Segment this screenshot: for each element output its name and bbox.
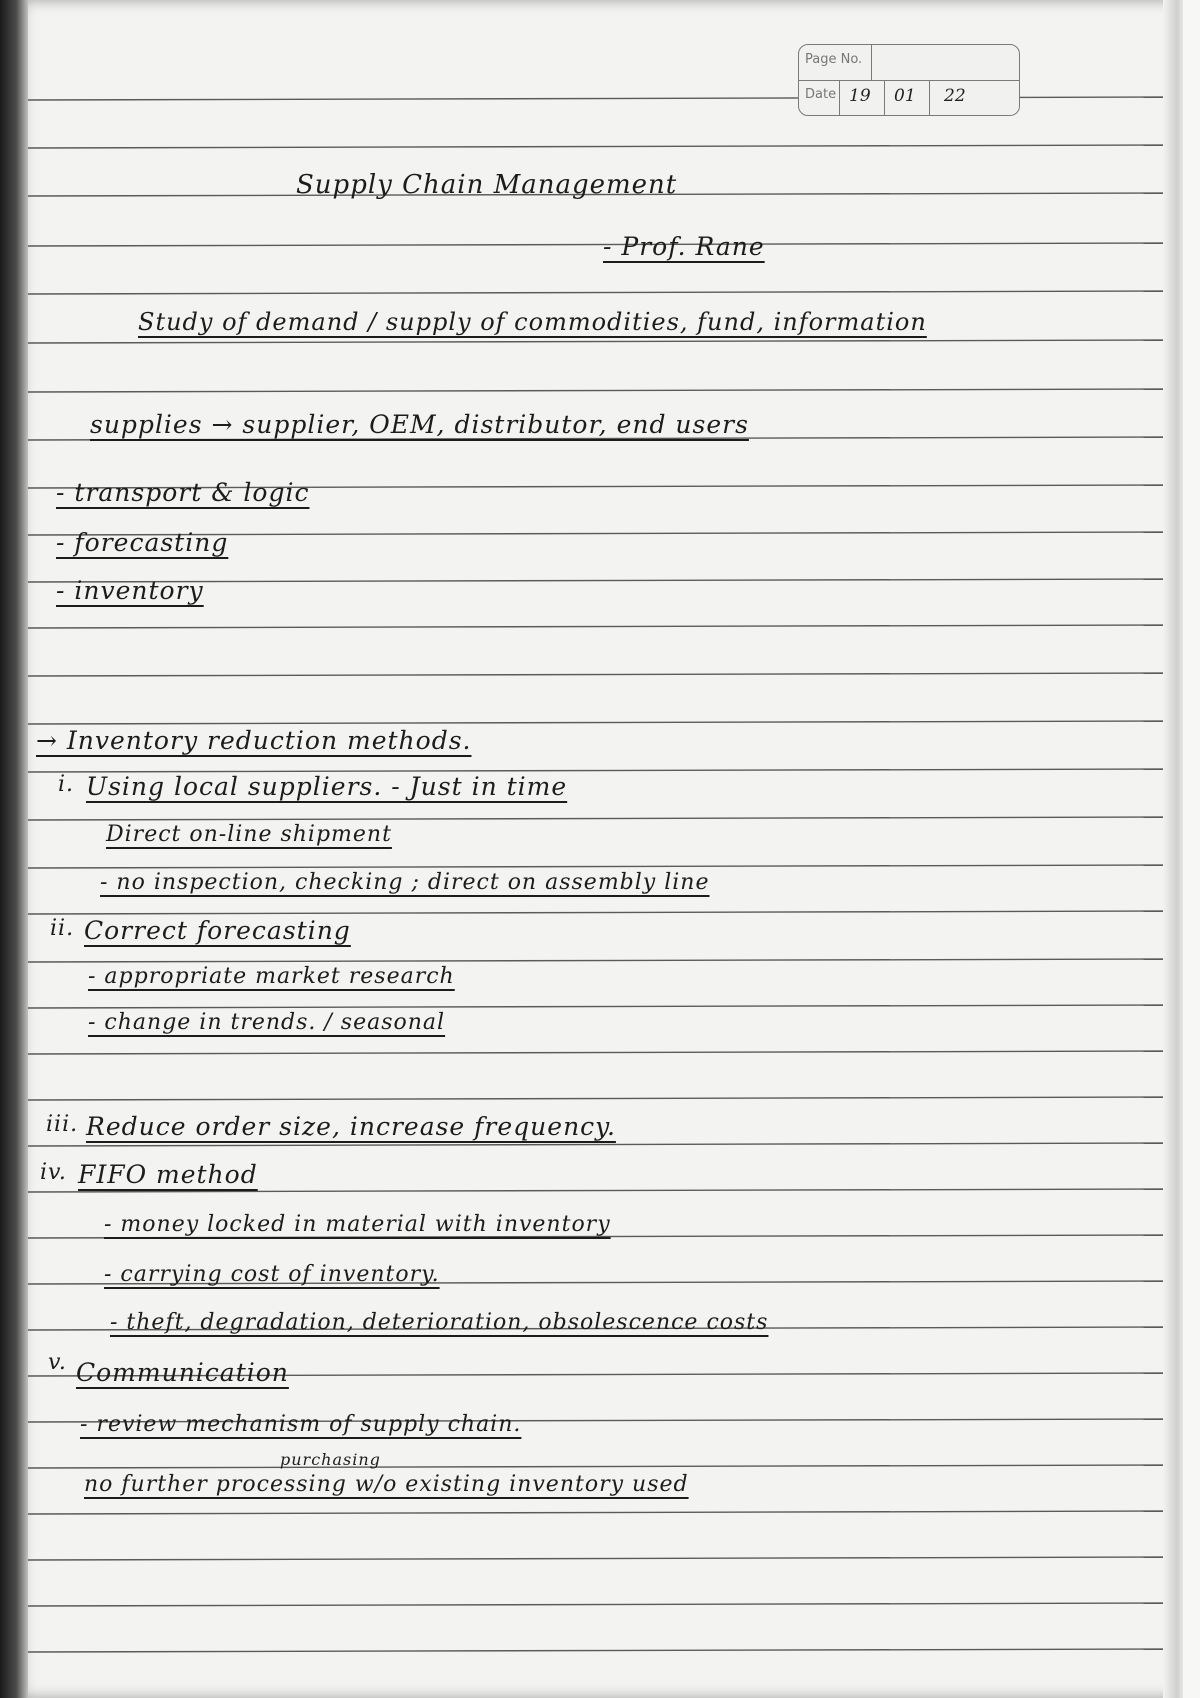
method-4-title: FIFO method bbox=[78, 1160, 258, 1189]
method-4-point-b: - carrying cost of inventory. bbox=[104, 1262, 440, 1287]
date-label: Date bbox=[805, 87, 837, 102]
method-5-point-a: - review mechanism of supply chain. bbox=[80, 1412, 522, 1437]
methods-heading: → Inventory reduction methods. bbox=[36, 726, 472, 755]
page-date-box bbox=[798, 44, 1020, 116]
author: - Prof. Rane bbox=[603, 232, 765, 261]
method-5-number: v. bbox=[48, 1350, 67, 1375]
method-5-insertion: purchasing bbox=[280, 1450, 381, 1469]
method-1-point-a: Direct on-line shipment bbox=[106, 822, 392, 847]
method-5-point-b: no further processing w/o existing inventory used bbox=[84, 1472, 689, 1497]
method-2-point-a: - appropriate market research bbox=[88, 964, 455, 989]
method-4-number: iv. bbox=[40, 1160, 67, 1185]
study-line: Study of demand / supply of commodities, fund, information bbox=[138, 308, 927, 336]
method-2-point-b: - change in trends. / seasonal bbox=[88, 1010, 446, 1035]
page-number-row bbox=[799, 45, 1019, 81]
page-no-separator bbox=[871, 45, 872, 80]
transport-item: - transport & logic bbox=[56, 478, 310, 507]
inventory-item: - inventory bbox=[56, 576, 204, 605]
supplies-line: supplies → supplier, OEM, distributor, end users bbox=[90, 410, 749, 439]
method-2-number: ii. bbox=[50, 916, 75, 941]
method-1-number: i. bbox=[58, 772, 75, 797]
page-right-edge bbox=[1163, 0, 1183, 1698]
method-5-title: Communication bbox=[76, 1358, 289, 1387]
method-4-point-a: - money locked in material with inventory bbox=[104, 1212, 611, 1237]
date-separator-1 bbox=[839, 80, 840, 115]
page-no-label: Page No. bbox=[805, 52, 863, 67]
method-2-title: Correct forecasting bbox=[84, 916, 351, 945]
notebook-page bbox=[28, 0, 1183, 1698]
date-year: 22 bbox=[944, 86, 966, 106]
date-separator-3 bbox=[929, 80, 930, 115]
date-row bbox=[799, 80, 1019, 115]
method-4-point-c: - theft, degradation, deterioration, obsolescence costs bbox=[110, 1310, 769, 1335]
method-3-number: iii. bbox=[46, 1112, 79, 1137]
method-3-title: Reduce order size, increase frequency. bbox=[86, 1112, 616, 1141]
date-day: 19 bbox=[849, 86, 871, 106]
date-separator-2 bbox=[884, 80, 885, 115]
forecasting-item: - forecasting bbox=[56, 528, 229, 557]
method-1-title: Using local suppliers. - Just in time bbox=[86, 772, 568, 801]
method-1-point-b: - no inspection, checking ; direct on assembly line bbox=[100, 870, 710, 895]
page-title: Supply Chain Management bbox=[296, 170, 678, 200]
date-month: 01 bbox=[894, 86, 916, 106]
